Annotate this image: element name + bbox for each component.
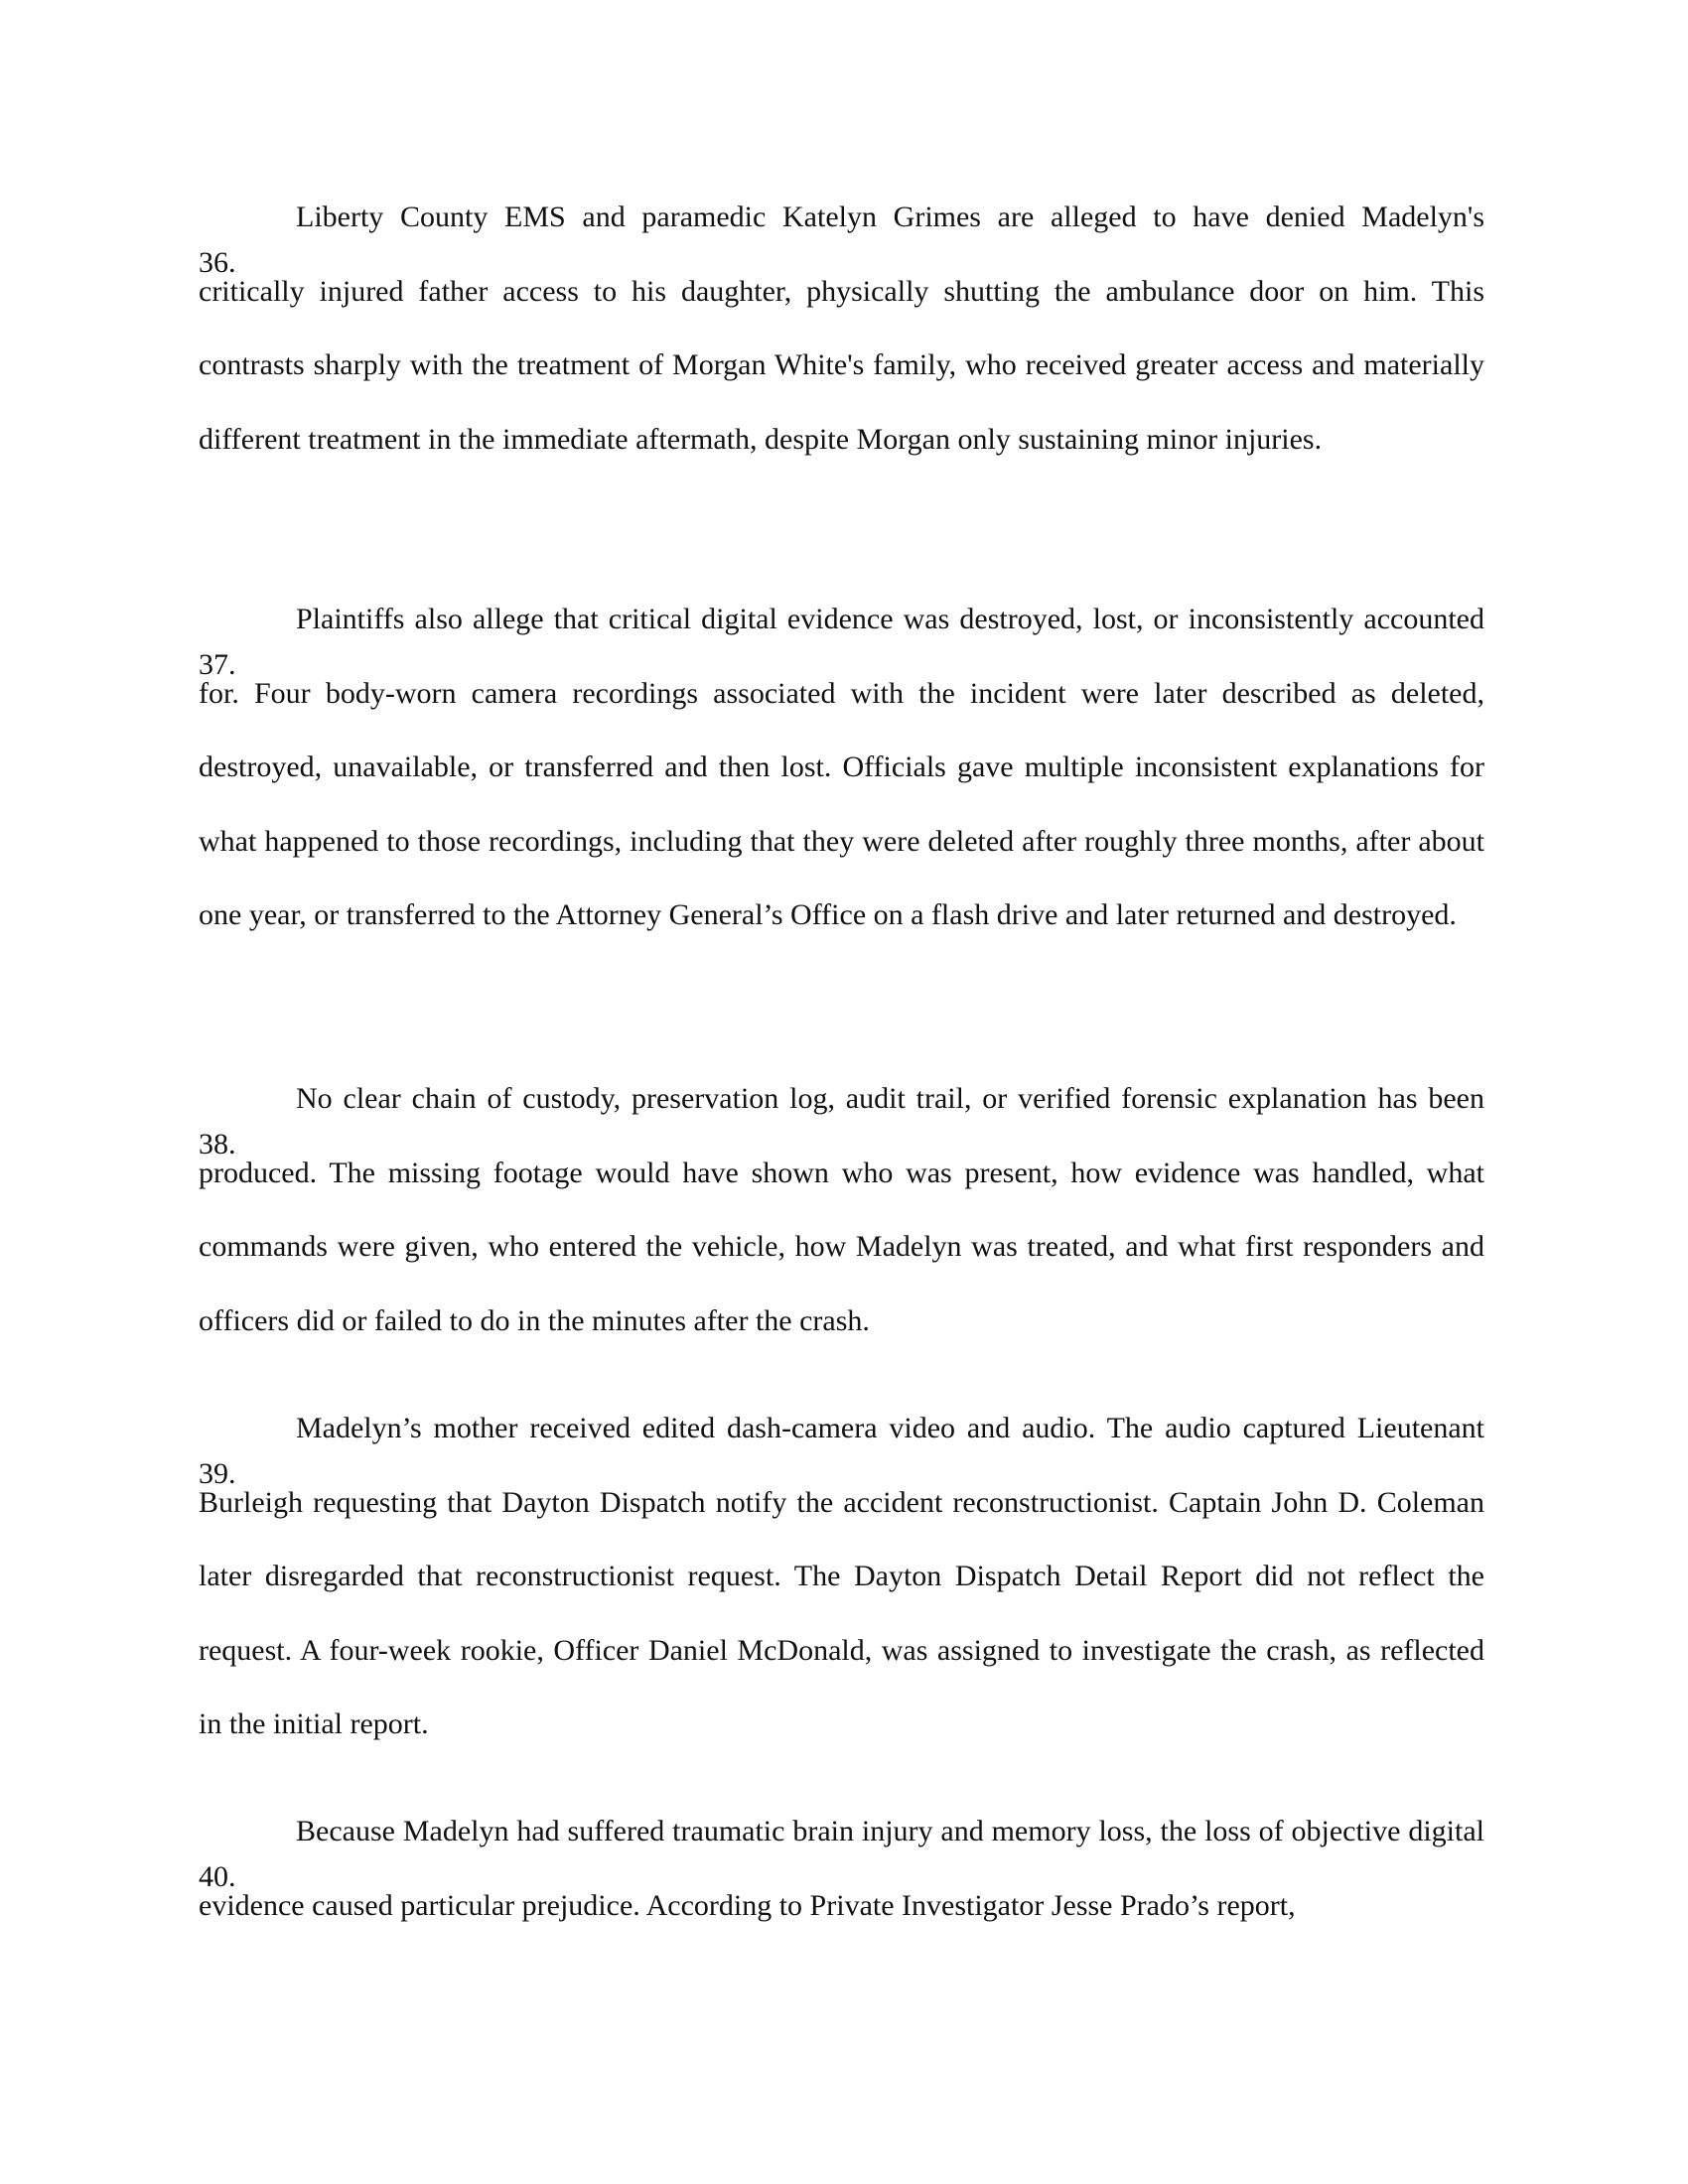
paragraph-text: Madelyn’s mother received edited dash-camera video and audio. The audio captured Lieutenant Burleigh requesting that Dayton Dispatch notify the accident reconstructionist. Captain John D. Coleman later disregarded that reconstructionist request. The Dayton Dispatch Detail Report did not reflect the request. A four-week rookie, Officer Daniel McDonald, was assigned to investigate the crash, as reflected in the initial report. — [199, 1412, 1484, 1740]
paragraph-text: Because Madelyn had suffered traumatic brain injury and memory loss, the loss of objective digital evidence caused particular prejudice. According to Private Investigator Jesse Prado’s report, — [199, 1815, 1484, 1922]
paragraph-39: 39. Madelyn’s mother received edited dash-camera video and audio. The audio captured Lieutenant Burleigh requesting that Dayton Dispatch notify the accident reconstructionist. Captain John D. Coleman later disregarded that reconstructionist request. The Dayton Dispatch Detail Report did not reflect the request. A four-week rookie, Officer Daniel McDonald, was assigned to investigate the crash, as reflected in the initial report. — [199, 1412, 1484, 1740]
paragraph-text: Plaintiffs also allege that critical digital evidence was destroyed, lost, or inconsistently accounted for. Four body-worn camera recordings associated with the incident were later described as deleted, destroyed, unavailable, or transferred and then lost. Officials gave multiple inconsistent explanations for what happened to those recordings, including that they were deleted after roughly three months, after about one year, or transferred to the Attorney General’s Office on a flash drive and later returned and destroyed. — [199, 603, 1484, 931]
paragraph-36: 36. Liberty County EMS and paramedic Katelyn Grimes are alleged to have denied Madelyn's critically injured father access to his daughter, physically shutting the ambulance door on him. This contrasts sharply with the treatment of Morgan White's family, who received greater access and materially different treatment in the immediate aftermath, despite Morgan only sustaining minor injuries. — [199, 201, 1484, 456]
paragraph-40: 40. Because Madelyn had suffered traumatic brain injury and memory loss, the loss of objective digital evidence caused particular prejudice. According to Private Investigator Jesse Prado’s report, — [199, 1815, 1484, 1922]
paragraph-38: 38. No clear chain of custody, preservation log, audit trail, or verified forensic explanation has been produced. The missing footage would have shown who was present, how evidence was handled, what commands were given, who entered the vehicle, how Madelyn was treated, and what first responders and officers did or failed to do in the minutes after the crash. — [199, 1082, 1484, 1337]
paragraph-37: 37. Plaintiffs also allege that critical digital evidence was destroyed, lost, or inconsistently accounted for. Four body-worn camera recordings associated with the incident were later described as deleted, destroyed, unavailable, or transferred and then lost. Officials gave multiple inconsistent explanations for what happened to those recordings, including that they were deleted after roughly three months, after about one year, or transferred to the Attorney General’s Office on a flash drive and later returned and destroyed. — [199, 603, 1484, 931]
paragraph-text: No clear chain of custody, preservation log, audit trail, or verified forensic explanation has been produced. The missing footage would have shown who was present, how evidence was handled, what commands were given, who entered the vehicle, how Madelyn was treated, and what first responders and officers did or failed to do in the minutes after the crash. — [199, 1082, 1484, 1337]
paragraph-text: Liberty County EMS and paramedic Katelyn Grimes are alleged to have denied Madelyn's critically injured father access to his daughter, physically shutting the ambulance door on him. This contrasts sharply with the treatment of Morgan White's family, who received greater access and materially different treatment in the immediate aftermath, despite Morgan only sustaining minor injuries. — [199, 201, 1484, 456]
